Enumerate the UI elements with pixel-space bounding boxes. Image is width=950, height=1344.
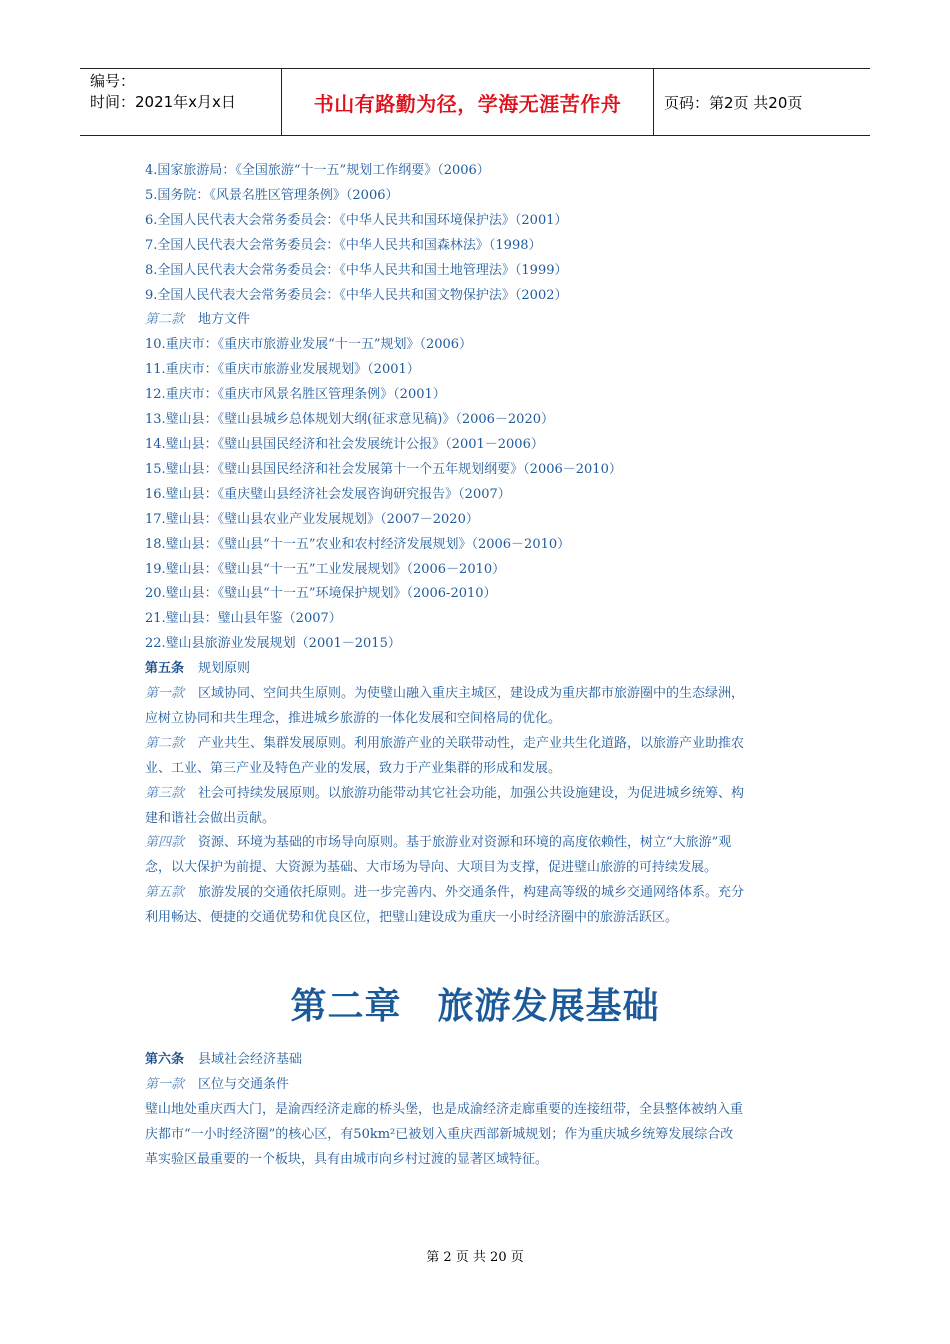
reference-item: 18.璧山县：《璧山县“十一五”农业和农村经济发展规划》（2006－2010） [145, 536, 571, 552]
number-label: 编号： [90, 72, 136, 90]
reference-item: 9.全国人民代表大会常务委员会：《中华人民共和国文物保护法》（2002） [145, 287, 568, 303]
clause-text: 区域协同、空间共生原则。为使璧山融入重庆主城区，建设成为重庆都市旅游圈中的生态绿洲， [198, 686, 745, 702]
clause-line [145, 782, 810, 807]
reference-item: 15.璧山县：《璧山县国民经济和社会发展第十一个五年规划纲要》（2006－2010） [145, 461, 622, 477]
main-content [145, 159, 810, 931]
clause-label: 第五款 [145, 885, 185, 901]
chapter-heading [0, 978, 950, 1029]
body-line: 革实验区最重要的一个板块，具有由城市向乡村过渡的显著区域特征。 [145, 1151, 549, 1167]
chapter-content [145, 1048, 810, 1173]
article-title: 县域社会经济基础 [198, 1052, 303, 1067]
reference-item: 5.国务院：《风景名胜区管理条例》（2006） [145, 187, 399, 203]
clause-line [145, 831, 810, 856]
reference-item: 12.重庆市：《重庆市风景名胜区管理条例》（2001） [145, 387, 446, 403]
reference-item: 8.全国人民代表大会常务委员会：《中华人民共和国土地管理法》（1999） [145, 262, 568, 278]
clause-line: 应树立协同和共生理念，推进城乡旅游的一体化发展和空间格局的优化。 [145, 710, 562, 726]
reference-item: 19.璧山县：《璧山县“十一五”工业发展规划》（2006－2010） [145, 561, 506, 577]
clause-label: 第三款 [145, 785, 185, 801]
clause-line: 业、工业、第三产业及特色产业的发展，致力于产业集群的形成和发展。 [145, 760, 562, 776]
article-6-heading [145, 1048, 810, 1073]
article-5-heading [145, 657, 810, 682]
clause-line [145, 732, 810, 757]
clause-label: 第二款 [145, 735, 185, 751]
body-line: 璧山地处重庆西大门，是渝西经济走廊的桥头堡，也是成渝经济走廊重要的连接纽带，全县整体被纳入重 [145, 1101, 744, 1117]
clause-text: 社会可持续发展原则。以旅游功能带动其它社会功能，加强公共设施建设，为促进城乡统筹、构 [198, 785, 745, 801]
clause-line: 建和谐社会做出贡献。 [145, 810, 276, 826]
clause-text: 资源、环境为基础的市场导向原则。基于旅游业对资源和环境的高度依赖性，树立“大旅游”观 [198, 835, 732, 851]
clause-label: 第四款 [145, 835, 185, 851]
clause-line: 念，以大保护为前提、大资源为基础、大市场为导向、大项目为支撑，促进璧山旅游的可持续发展。 [145, 860, 718, 876]
local-section-heading [145, 308, 810, 333]
clause-title: 地方文件 [198, 312, 251, 328]
clause-text: 旅游发展的交通依托原则。进一步完善内、外交通条件，构建高等级的城乡交通网络体系。充分 [198, 885, 745, 901]
clause-line: 利用畅达、便捷的交通优势和优良区位，把璧山建设成为重庆一小时经济圈中的旅游活跃区。 [145, 910, 679, 926]
chapter-number: 第二章 [290, 986, 402, 1027]
clause-line [145, 682, 810, 707]
reference-item: 17.璧山县：《璧山县农业产业发展规划》（2007－2020） [145, 511, 479, 527]
reference-item: 14.璧山县：《璧山县国民经济和社会发展统计公报》（2001－2006） [145, 436, 544, 452]
reference-item: 16.璧山县：《重庆璧山县经济社会发展咨询研究报告》（2007） [145, 486, 511, 502]
clause-label: 第一款 [145, 1076, 185, 1092]
reference-item: 6.全国人民代表大会常务委员会：《中华人民共和国环境保护法》（2001） [145, 212, 568, 228]
header-meta [80, 69, 282, 135]
article-title: 规划原则 [198, 661, 251, 677]
reference-item: 22.璧山县旅游业发展规划（2001－2015） [145, 636, 401, 652]
time-label: 时间：2021年x月x日 [90, 93, 236, 111]
reference-item: 7.全国人民代表大会常务委员会：《中华人民共和国森林法》（1998） [145, 237, 542, 253]
chapter-title: 旅游发展基础 [437, 986, 660, 1027]
clause-line [145, 881, 810, 906]
clause-title: 区位与交通条件 [198, 1076, 290, 1092]
header-motto: 书山有路勤为径，学海无涯苦作舟 [282, 69, 654, 135]
clause-heading [145, 1073, 810, 1098]
clause-label: 第二款 [145, 312, 185, 328]
page-header [80, 68, 870, 136]
clause-text: 产业共生、集群发展原则。利用旅游产业的关联带动性，走产业共生化道路，以旅游产业助推农 [198, 735, 745, 751]
clause-label: 第一款 [145, 686, 185, 702]
reference-item: 11.重庆市：《重庆市旅游业发展规划》（2001） [145, 362, 420, 378]
reference-item: 21.璧山县：璧山县年鉴（2007） [145, 611, 342, 627]
reference-item: 4.国家旅游局：《全国旅游“十一五”规划工作纲要》（2006） [145, 163, 490, 178]
reference-item: 10.重庆市：《重庆市旅游业发展“十一五”规划》（2006） [145, 337, 473, 353]
reference-item: 20.璧山县：《璧山县“十一五”环境保护规划》（2006-2010） [145, 586, 497, 602]
page-footer: 第 2 页 共 20 页 [426, 1250, 524, 1265]
body-line: 庆都市“一小时经济圈”的核心区，有50km²已被划入重庆西部新城规划；作为重庆城乡统筹发展综合改 [145, 1126, 734, 1142]
article-label: 第五条 [145, 661, 185, 677]
reference-item: 13.璧山县：《璧山县城乡总体规划大纲(征求意见稿)》（2006－2020） [145, 412, 554, 428]
article-label: 第六条 [145, 1052, 185, 1067]
header-page-info: 页码：第2页 共20页 [664, 93, 803, 112]
